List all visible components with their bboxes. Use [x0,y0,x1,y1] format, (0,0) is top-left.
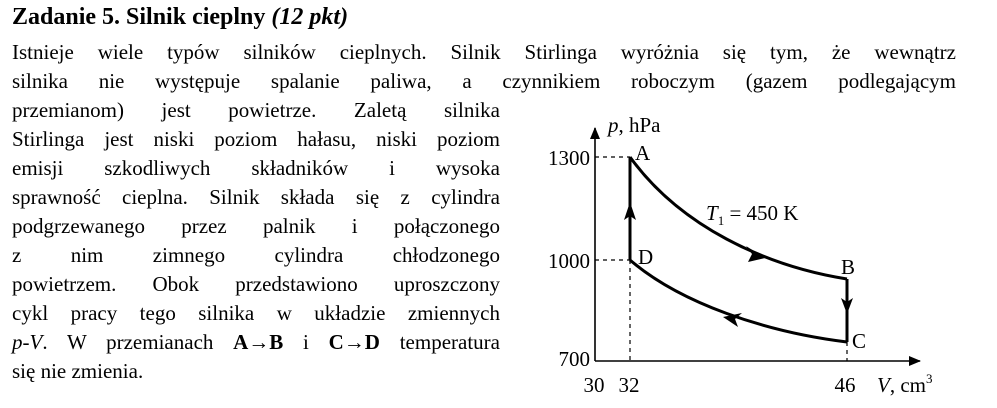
task-points: (12 pkt) [271,4,349,30]
x-tick-46: 46 [834,373,856,397]
x-tick-32: 32 [618,373,640,397]
isotherm-label: $T_1 = 450$ K [706,201,799,228]
text-line-2: silnika nie występuje spalanie paliwa, a czynnikiem roboczym (gazem podlegającym [12,69,956,93]
x-tick-30: 30 [583,373,605,397]
task-title: Zadanie 5. Silnik cieplny (12 pkt) [12,4,349,30]
text-line-7: podgrzewanego przez palnik i połączonego [12,214,500,238]
point-b-label: B [841,255,856,279]
y-tick-700: 700 [558,347,590,371]
point-a-label: A [635,141,651,165]
p-axis-label: p, hPa [608,113,661,137]
text-line-3: przemianom) jest powietrze. Zaletą silnika [12,98,500,122]
v-axis-label: V, $cm^3$ [877,371,933,397]
text-line-1: Istnieje wiele typów silników cieplnych. Silnik Stirlinga wyróżnia się tym, że wewnątrz [12,40,956,64]
point-d-label: D [638,245,654,269]
process-ab: A→B [233,330,284,354]
arrow-ab [746,246,765,262]
text-line-12: się nie zmienia. [12,359,144,383]
text-line-8: z nim zimnego cylindra chłodzonego [12,243,500,267]
y-tick-1300: 1300 [548,146,590,170]
point-c-label: C [852,329,867,353]
text-line-5: emisji szkodliwych składników i wysoka [12,156,500,180]
text-line-6: sprawność cieplna. Silnik składa się z cylindra [12,185,500,209]
text-line-4: Stirlinga jest niski poziom hałasu, niski poziom [12,127,500,151]
y-tick-1000: 1000 [548,249,590,273]
arrow-cd [723,313,742,327]
pv-variables: p-V [12,330,43,354]
text-line-9: powietrzem. Obok przedstawiono uproszczony [12,272,500,296]
text-line-10: cykl pracy tego silnika w układzie zmiennych [12,301,500,325]
process-cd: C→D [328,330,380,354]
text-line-11: p-V. W przemianach A→B i C→D temperatura [12,330,500,354]
pv-diagram [520,108,950,403]
